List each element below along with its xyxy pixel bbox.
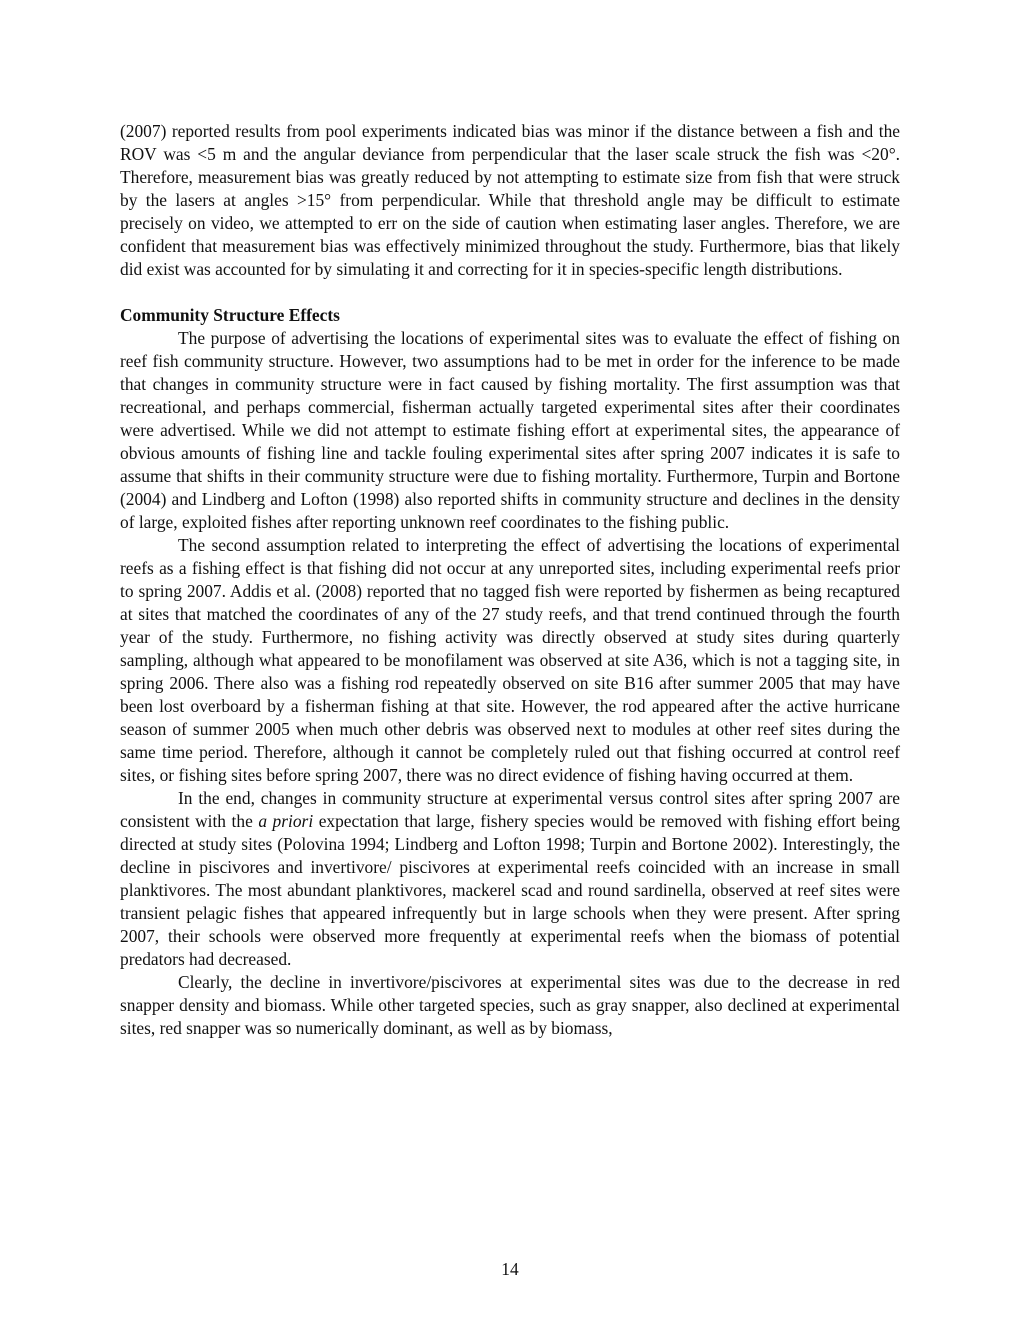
body-paragraph-2: The second assumption related to interpreting the effect of advertising the locations of experimental reefs as a fishing effect is that fishing did not occur at any unreported sites, including experimental reefs prior to spring 2007. Addis et al. (2008) reported that no tagged fish were reported by fishermen as being recaptured at sites that matched the coordinates of any of the 27 study reefs, and that trend continued through the fourth year of the study. Furthermore, no fishing activity was directly observed at study sites during quarterly sampling, although what appeared to be monofilament was observed at site A36, which is not a tagging site, in spring 2006. There also was a fishing rod repeatedly observed on site B16 after summer 2005 that may have been lost overboard by a fisherman fishing at that site. However, the rod appeared after the active hurricane season of summer 2005 when much other debris was observed next to modules at other reef sites during the same time period. Therefore, although it cannot be completely ruled out that fishing occurred at control reef sites, or fishing sites before spring 2007, there was no direct evidence of fishing having occurred at them. <box>120 535 900 785</box>
italic-term: a priori <box>258 811 314 831</box>
body-paragraph-3 <box>120 787 900 971</box>
paragraph-3-text-end: expectation that large, fishery species would be removed with fishing effort being directed at study sites (Polovina 1994; Lindberg and Lofton 1998; Turpin and Bortone 2002). Interestingly, the decline in piscivores and invertivore/ piscivores at experimental reefs coincided with an increase in small planktivores. The most abundant planktivores, mackerel scad and round sardinella, observed at reef sites were transient pelagic fishes that appeared infrequently but in large schools when they were present. After spring 2007, their schools were observed more frequently at experimental reefs when the biomass of potential predators had decreased. <box>120 811 900 969</box>
body-paragraph-1: The purpose of advertising the locations of experimental sites was to evaluate the effect of fishing on reef fish community structure. However, two assumptions had to be met in order for the inference to be made that changes in community structure were in fact caused by fishing mortality. The first assumption was that recreational, and perhaps commercial, fisherman actually targeted experimental sites after their coordinates were advertised. While we did not attempt to estimate fishing effort at experimental sites, the appearance of obvious amounts of fishing line and tackle fouling experimental sites after spring 2007 indicates it is safe to assume that shifts in their community structure were due to fishing mortality. Furthermore, Turpin and Bortone (2004) and Lindberg and Lofton (1998) also reported shifts in community structure and declines in the density of large, exploited fishes after reporting unknown reef coordinates to the fishing public. <box>120 328 900 532</box>
intro-paragraph: (2007) reported results from pool experiments indicated bias was minor if the distance between a fish and the ROV was <5 m and the angular deviance from perpendicular that the laser scale struck the fish was <20°. Therefore, measurement bias was greatly reduced by not attempting to estimate size from fish that were struck by the lasers at angles >15° from perpendicular. While that threshold angle may be difficult to estimate precisely on video, we attempted to err on the side of caution when estimating laser angles. Therefore, we are confident that measurement bias was effectively minimized throughout the study. Furthermore, bias that likely did exist was accounted for by simulating it and correcting for it in species-specific length distributions. <box>120 121 900 279</box>
section-heading: Community Structure Effects <box>120 305 340 325</box>
paragraph-3-text-start: In the end, changes in community structure at experimental versus control sites after spring 2007 are consistent with the <box>120 788 900 831</box>
document-page <box>120 120 900 1040</box>
paragraph-gap <box>120 281 900 304</box>
page-number: 14 <box>501 1259 519 1279</box>
body-paragraph-4: Clearly, the decline in invertivore/piscivores at experimental sites was due to the decrease in red snapper density and biomass. While other targeted species, such as gray snapper, also declined at experimental sites, red snapper was so numerically dominant, as well as by biomass, <box>120 972 900 1038</box>
